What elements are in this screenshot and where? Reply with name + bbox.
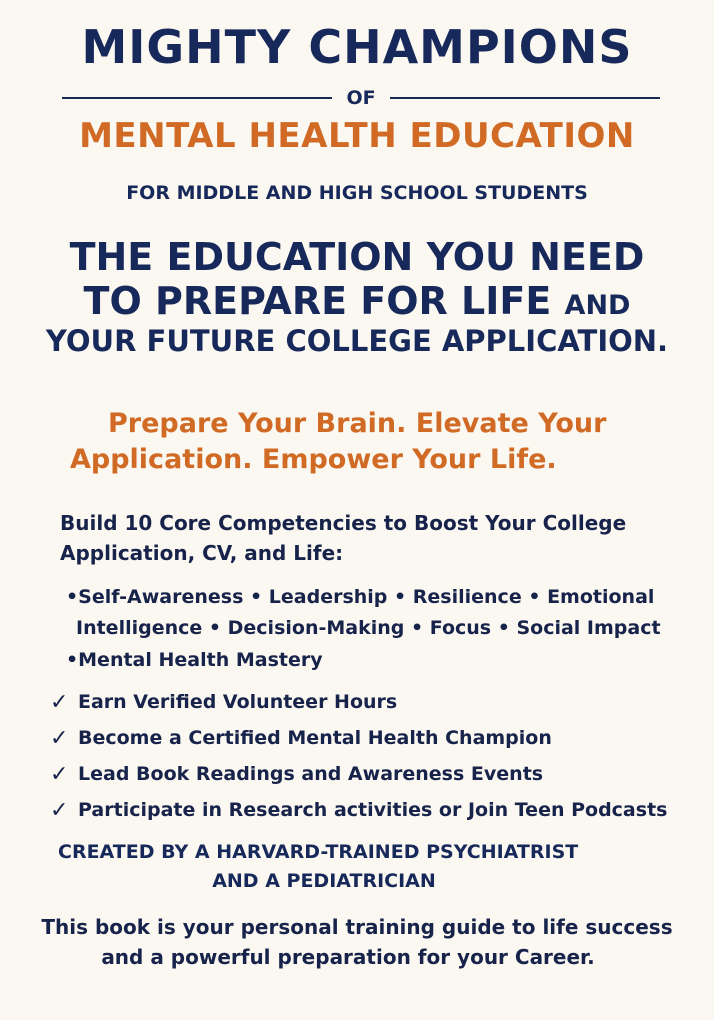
left-divider-line — [62, 97, 332, 99]
right-divider-line — [390, 97, 660, 99]
checklist-item — [50, 792, 690, 828]
headline-line-2-main: TO PREPARE FOR LIFE — [83, 278, 552, 323]
closing-line-1: This book is your personal training guide to life success — [41, 915, 673, 939]
of-divider — [62, 86, 660, 110]
headline-line-2-and: AND — [564, 289, 631, 321]
competencies-line-3: •Mental Health Mastery — [66, 648, 323, 671]
checklist-item-label: Earn Verified Volunteer Hours — [78, 691, 398, 713]
competencies-line-1: •Self-Awareness • Leadership • Resilience • Emotional — [66, 586, 655, 608]
competencies-line-2: Intelligence • Decision-Making • Focus • Social Impact — [76, 617, 661, 640]
checklist-item-label: Become a Certified Mental Health Champion — [78, 727, 552, 749]
of-label: OF — [346, 87, 376, 109]
checklist-item — [50, 756, 690, 792]
checklist-item — [50, 684, 690, 720]
competencies-intro-line-1: Build 10 Core Competencies to Boost Your College — [60, 511, 627, 535]
checkmark-icon: ✓ — [50, 761, 69, 787]
closing-line-2: and a powerful preparation for your Career. — [101, 945, 595, 969]
checkmark-icon: ✓ — [50, 797, 69, 823]
closing-statement — [0, 912, 714, 972]
checklist-item — [50, 720, 690, 756]
headline-line-3: YOUR FUTURE COLLEGE APPLICATION. — [45, 324, 669, 359]
tagline — [70, 406, 630, 479]
competencies-intro-line-2: Application, CV, and Life: — [60, 541, 344, 565]
checklist-item-label: Participate in Research activities or Join Teen Podcasts — [78, 799, 668, 821]
competencies-list — [66, 582, 666, 676]
checkmark-icon: ✓ — [50, 725, 69, 751]
headline-line-2 — [20, 280, 694, 324]
subtitle: MENTAL HEALTH EDUCATION — [79, 116, 635, 156]
checkmark-icon: ✓ — [50, 689, 69, 715]
headline-line-1: THE EDUCATION YOU NEED — [69, 235, 645, 279]
audience-line: FOR MIDDLE AND HIGH SCHOOL STUDENTS — [126, 182, 588, 204]
creator-line-2: AND A PEDIATRICIAN — [212, 869, 436, 892]
benefits-checklist — [50, 684, 690, 828]
creator-credit — [0, 838, 714, 895]
creator-line-1: CREATED BY A HARVARD-TRAINED PSYCHIATRIST — [58, 841, 579, 863]
main-title: MIGHTY CHAMPIONS — [81, 20, 633, 74]
headline — [20, 236, 694, 359]
competencies-intro — [60, 508, 680, 568]
checklist-item-label: Lead Book Readings and Awareness Events — [78, 763, 544, 785]
tagline-line-1: Prepare Your Brain. Elevate Your — [108, 408, 607, 439]
tagline-line-2: Application. Empower Your Life. — [70, 444, 557, 476]
